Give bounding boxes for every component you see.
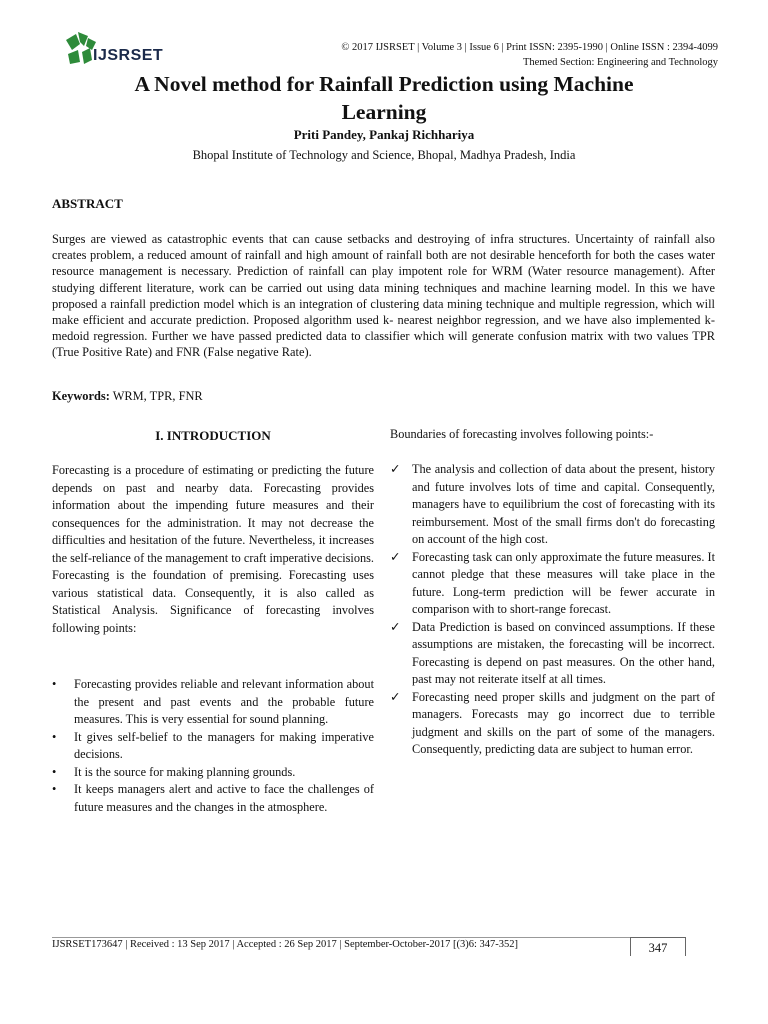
keywords-label: Keywords:: [52, 389, 110, 403]
paper-title: [40, 70, 728, 126]
abstract-heading: ABSTRACT: [52, 196, 123, 211]
bullet-icon: •: [52, 764, 57, 779]
bullet-icon: •: [52, 677, 57, 691]
footer-citation: IJSRSET173647 | Received : 13 Sep 2017 | Accepted : 26 Sep 2017 | September-October-2017 [(3)6: 347-352]: [52, 939, 519, 950]
boundaries-list: [390, 461, 715, 759]
boundaries-intro: Boundaries of forecasting involves following points:-: [390, 427, 654, 441]
list-item: • Forecasting provides reliable and relevant information about the present and past events and the probable future measures. This is very essential for sound planning.: [52, 677, 374, 726]
bullet-icon: •: [52, 729, 57, 744]
bullet-icon: •: [52, 782, 57, 796]
paper-title-line-1: A Novel method for Rainfall Prediction using Machine: [134, 72, 634, 96]
keywords-line: [52, 389, 203, 404]
page-number: 347: [630, 937, 686, 956]
abstract-text: Surges are viewed as catastrophic events that can cause setbacks and destroying of infra structures. Uncertainty of rainfall also creates problem, a reduced amount of rainfall and high amount of rainfall both are not desirable henceforth for both the cases water resource management is necessary. Prediction of rainfall can play impotent role for WRM (Water resource management). After studying different literature, work can be carried out using data mining techniques and machine learning model. In this we have proposed a rainfall prediction model which is an integration of clustering data mining technique and multiple regression, which will make efficient and accurate prediction. Proposed algorithm used k- nearest neighbor regression, and we have also implemented k-medoid regression. Further we have passed predicted data to classifier which will generate confusion matrix with two values TPR (True Positive Rate) and FNR (False negative Rate).: [52, 232, 715, 360]
list-item: ✓ The analysis and collection of data about the present, history and future involves lots of time and capital. Consequently, managers have to equilibrium the cost of forecasting with its reimbursement. Most of the small firms don't do forecasting on account of the high cost.: [390, 462, 715, 546]
list-item: • It keeps managers alert and active to face the challenges of future measures and the changes in the atmosphere.: [52, 782, 374, 814]
list-item: ✓ Forecasting need proper skills and judgment on the part of managers. Forecasts may go incorrect due to terrible judgment and skills on the part of some of the managers. Consequently, predicting data are subject to human error.: [390, 689, 715, 756]
introduction-paragraph: Forecasting is a procedure of estimating or predicting the future depends on past and nearby data. Forecasting provides information about the impending future measures and their consequences for the administration. It may not decrease the difficulties and hesitation of the future. Nevertheless, it increases the self-reliance of the management to craft imperative decisions. Forecasting is the foundation of premising. Forecasting uses various statistical data. Consequently, it is also called as Statistical Analysis. Significance of forecasting involves following points:: [52, 463, 374, 635]
checkmark-icon: ✓: [390, 462, 401, 476]
keywords-values: WRM, TPR, FNR: [112, 389, 203, 403]
paper-title-line-2: Learning: [341, 100, 427, 124]
list-item: • It gives self-belief to the managers for making imperative decisions.: [52, 729, 374, 761]
list-item: ✓ Forecasting task can only approximate the future measures. It cannot pledge that these measures will take place in the future. Long-term prediction will be fewer accurate in comparison with to short-range forecast.: [390, 549, 715, 616]
list-item: ✓ Data Prediction is based on convinced assumptions. If these assumptions are mistaken, the forecasting will be incorrect. Forecasting is depend on past measures. On the other hand, past may not reiterate itself at all times.: [390, 619, 715, 686]
journal-issue-line: © 2017 IJSRSET | Volume 3 | Issue 6 | Print ISSN: 2395-1990 | Online ISSN : 2394-4099: [341, 42, 718, 53]
footer-divider: [52, 937, 632, 938]
paper-affiliation: Bhopal Institute of Technology and Science, Bhopal, Madhya Pradesh, India: [192, 148, 576, 162]
list-item: • It is the source for making planning grounds.: [52, 764, 374, 782]
checkmark-icon: ✓: [390, 549, 401, 564]
significance-list: [52, 676, 374, 816]
checkmark-icon: ✓: [390, 619, 401, 634]
logo-wordmark: IJSRSET: [93, 47, 164, 64]
introduction-heading: I. INTRODUCTION: [155, 428, 271, 443]
paper-authors: Priti Pandey, Pankaj Richhariya: [293, 127, 475, 142]
themed-section-line: Themed Section: Engineering and Technology: [522, 57, 718, 68]
checkmark-icon: ✓: [390, 689, 401, 704]
